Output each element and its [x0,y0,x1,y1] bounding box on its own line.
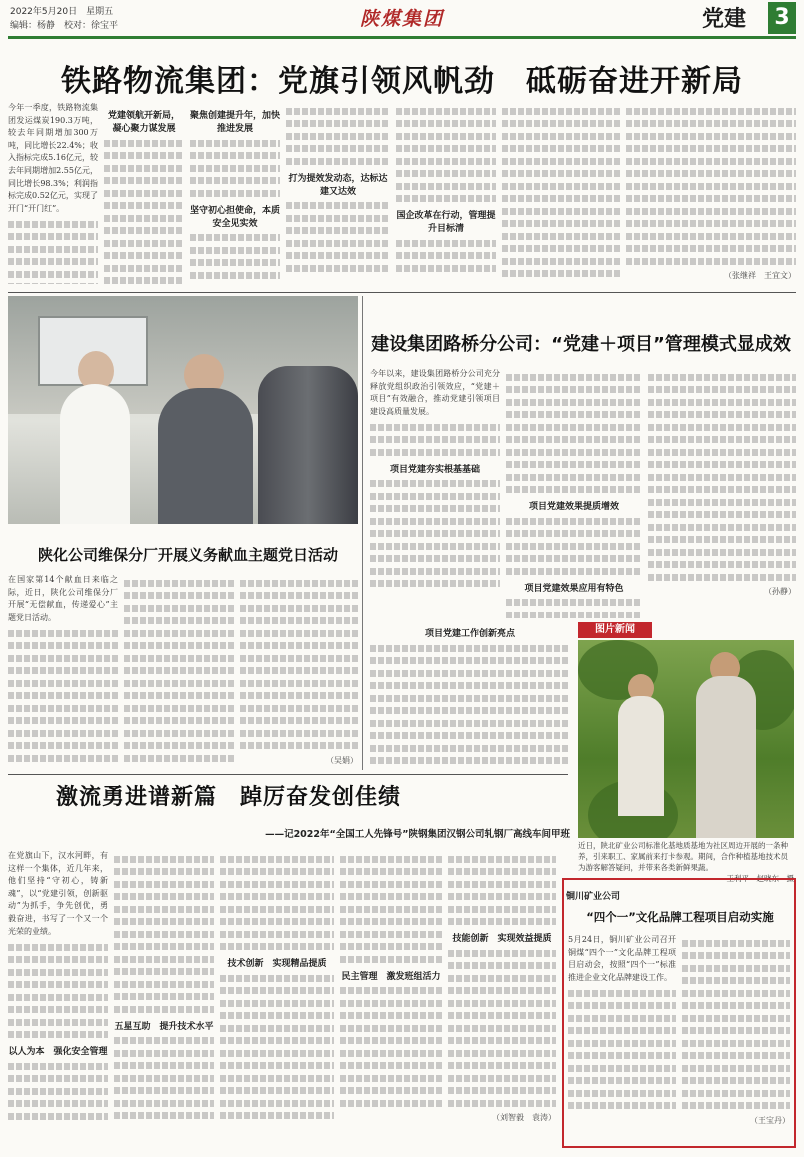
article4-subhead-2: 技术创新 实现精品提质 [227,959,327,969]
article2-col3 [240,574,358,770]
article3-subhead-4: 项目党建效果应用有特色 [524,583,624,594]
issue-date: 2022年5月20日 星期五 [10,7,114,17]
article3-col1 [370,368,500,618]
article3-headline: 建设集团路桥分公司：“党建＋项目”管理模式显成效 [371,334,791,355]
picture-news-credit: 王利平 赵晓东 摄 [726,874,794,883]
article1-headline: 铁路物流集团：党旗引领风帆劲 砥砺奋进开新局 [61,64,743,99]
article4-subtitle: ——记2022年“全国工人先锋号”陕钢集团汉钢公司轧钢厂高线车间甲班 [265,829,570,840]
article5-col2 [682,934,790,1142]
article1-subhead-3: 坚守初心担使命，本质安全见实效 [190,205,280,229]
article2-col2 [124,574,234,770]
article3-subhead-3: 项目党建效果提质增效 [528,502,619,512]
article1-lead: 今年一季度，铁路物流集团发运煤炭190.3万吨，较去年同期增加300万吨，同比增长22.4%；收入指标完成5.16亿元，较去年同期增加2.55亿元，同比增长98.3%；利润指标完成0.52亿元，实现了开门“开门红”。 [8,103,98,213]
article4-byline: （刘智毅 袁涛） [492,1113,556,1122]
editor-line: 编辑：杨静 校对：徐宝平 [10,21,119,31]
newspaper-logo: 陕煤集团 [360,8,445,30]
article3-subhead-1: 项目党建夯实根基基础 [389,464,480,475]
article1-subhead-2: 聚焦创建提升年，加快推进发展 [190,111,280,134]
article1-col7 [626,102,796,290]
article3-byline: （孙静） [764,587,796,596]
article4-col2 [114,850,214,1150]
article1-byline: （张继祥 王宜文） [724,271,796,280]
masthead [8,2,796,36]
article5-col1 [568,934,676,1142]
divider-v1 [362,296,363,770]
article3-lead: 今年以来，建设集团路桥分公司充分释放党组织政治引领效应，“党建＋项目”有效融合，推动党建引领项目建设高质量发展。 [370,369,500,416]
article3-col1b [370,620,570,768]
article4-col5 [448,850,556,1150]
article4-lead: 在党旗山下，汉水河畔，有这样一个集体，近几年来，他们坚持“守初心，铸新魂”，以“党建引领，创新驱动”为抓手，争先创优，勇毅奋进，书写了一个又一个光荣的业绩。 [8,851,108,936]
article2-col1 [8,574,118,770]
article4-subhead-5: 民主管理 激发班组活力 [341,971,441,982]
article1-col5 [396,102,496,284]
article4-subhead-3: 五星互助 提升技术水平 [114,1021,214,1032]
article3-col2 [506,368,642,618]
divider-1 [8,292,796,293]
article4-subhead-1: 以人为本 强化安全管理 [8,1047,108,1058]
article1-subhead-5: 国企改革在行动，管理提升目标清 [396,211,496,234]
article4-subhead-4: 技能创新 实现效益提质 [452,934,552,944]
article4-col4 [340,850,442,1150]
masthead-rule [8,36,796,39]
blood-donation-photo [8,296,358,524]
article5-kicker: 铜川矿业公司 [566,892,621,902]
article1-col2 [104,102,184,284]
page-number: 3 [768,2,796,34]
article5-lead: 5月24日，铜川矿业公司召开铜煤“四个一”文化品牌工程项目启动会，按照“四个一”标准推进企业文化品牌建设工作。 [568,935,676,982]
section-title: 党建 [702,7,747,32]
article4-headline: 激流勇进谱新篇 踔厉奋发创佳绩 [56,785,402,810]
article1-col3 [190,102,280,284]
article3-col3 [648,368,796,618]
article1-col6 [502,102,620,284]
picture-news-tag: 图片新闻 [578,622,652,638]
article5-byline: （王宝丹） [750,1115,790,1125]
article1-subhead-4: 打为提效发动态，达标达建又达效 [288,173,388,197]
greenhouse-photo [578,640,794,838]
article4-col1 [8,850,108,1150]
article2-lead: 在国家第14个献血日来临之际，近日，陕化公司维保分厂开展“无偿献血，传递爱心”主题党日活动。 [8,575,118,622]
article1-col4 [286,102,390,284]
divider-2 [8,774,568,775]
article1-col1 [8,102,98,284]
article2-headline: 陕化公司维保分厂开展义务献血主题党日活动 [37,546,338,564]
article1-subhead-1: 党建领航开新局，凝心聚力谋发展 [107,111,180,134]
article5-headline: “四个一”文化品牌工程项目启动实施 [586,910,774,924]
picture-news-caption-text: 近日，陕北矿业公司标准化基地质基地为社区周边开展的一条种养，引来职工、家属前来打卡参观。期间，合作种植基地技术员为游客解答疑问，并带来各类新鲜果蔬。 [578,841,788,872]
article3-subhead-2: 项目党建工作创新亮点 [424,629,515,639]
article2-byline: （吴娟） [326,755,358,765]
article4-col3 [220,850,334,1150]
